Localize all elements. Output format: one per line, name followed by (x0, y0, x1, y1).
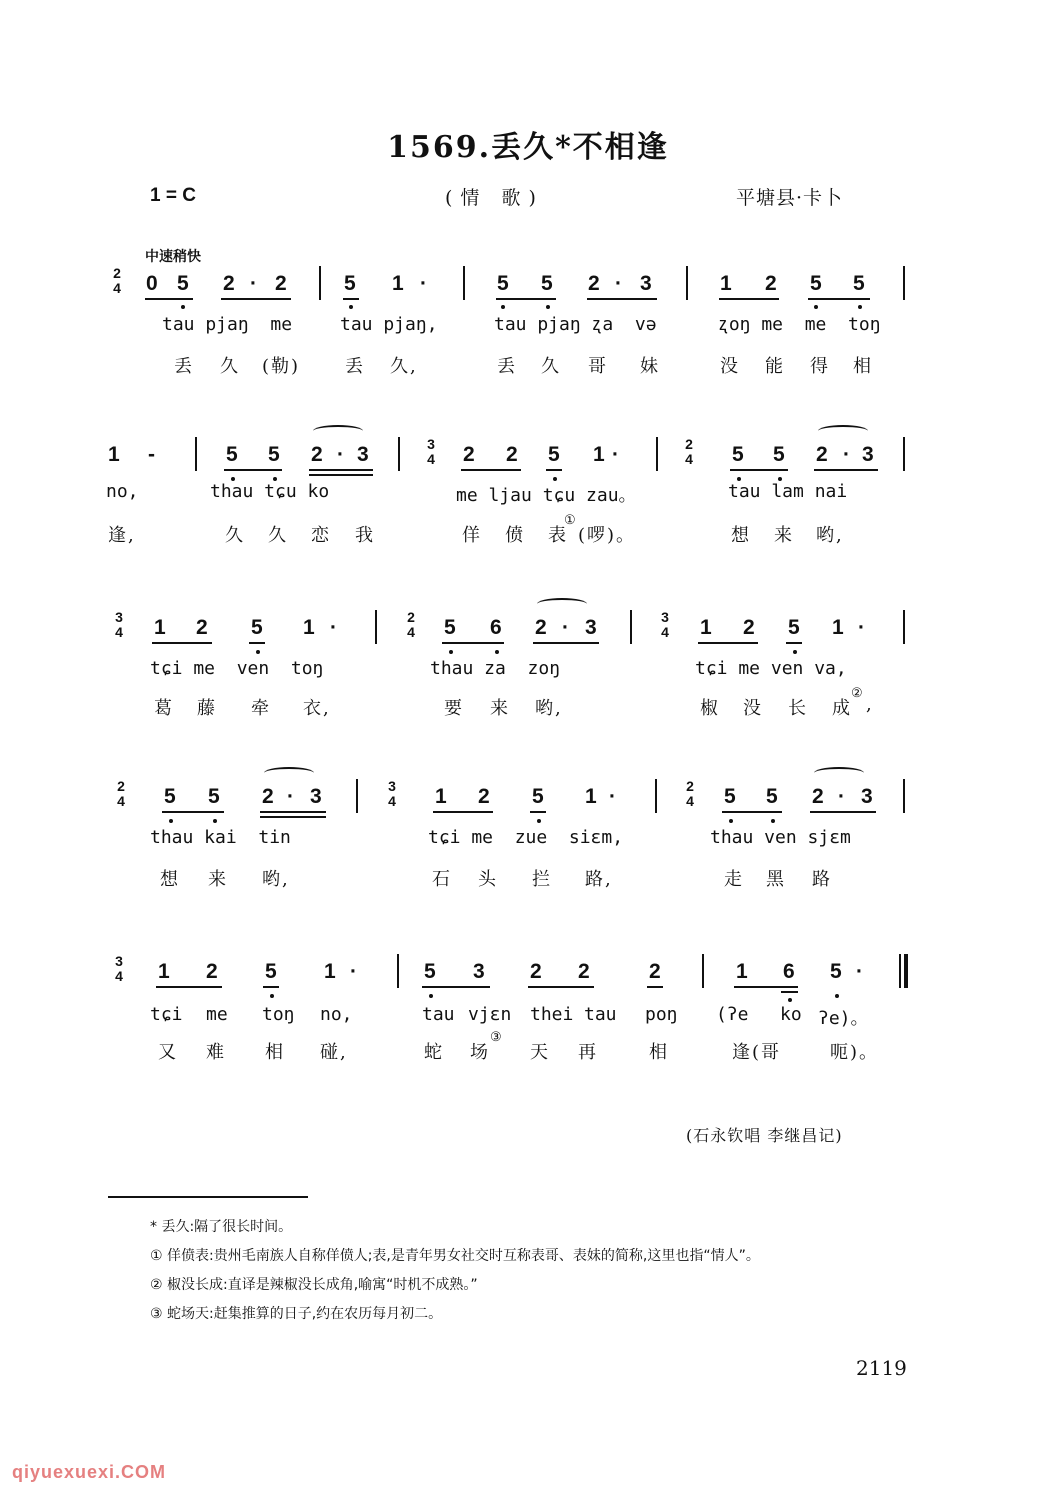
lyric-char: 再 (578, 1042, 598, 1063)
note: 2 (478, 785, 490, 808)
note: 1 (720, 272, 732, 295)
bar-line (356, 779, 358, 813)
notes (0, 960, 1056, 1000)
beam (587, 298, 657, 300)
genre-label: (情 歌) (445, 187, 544, 209)
beam (814, 469, 878, 471)
note: 2 (196, 616, 208, 639)
lyric-char: 头 (478, 869, 498, 890)
note: 5 (810, 272, 822, 295)
note: 2 (743, 616, 755, 639)
note: 3 (861, 785, 873, 808)
tie-slur (814, 767, 864, 779)
note: 2 (812, 785, 824, 808)
ts-bottom: 4 (113, 280, 121, 296)
lyric-char: 碰, (320, 1042, 348, 1063)
lyric-char: 表 (548, 525, 568, 546)
lyric-char: (啰)。 (578, 525, 637, 546)
low-octave-dot (729, 819, 733, 823)
note-dash: - (148, 443, 155, 466)
lyric-char: 久 (541, 356, 561, 377)
notes (0, 785, 1056, 825)
note: 5 (541, 272, 553, 295)
lyric-char: 没 (743, 698, 763, 719)
bar-line (903, 610, 905, 644)
lyric-char: 丢 (497, 356, 517, 377)
note: 2 (578, 960, 590, 983)
ts-top: 3 (115, 953, 123, 969)
beam (546, 469, 562, 471)
low-octave-dot (349, 305, 353, 309)
note: 3 (862, 443, 874, 466)
lyric-char: 佯 (462, 525, 482, 546)
footnote-marker: ① (564, 513, 578, 528)
note: 2 (588, 272, 600, 295)
staff-row-5 (0, 953, 1056, 1070)
notes (0, 443, 1056, 483)
lyric-phrase: ʐoŋ me me toŋ (718, 314, 881, 335)
note: 1 (108, 443, 120, 466)
beam (722, 811, 782, 813)
bar-line (398, 437, 400, 471)
beam (309, 474, 373, 476)
low-octave-dot (429, 994, 433, 998)
ts-top: 2 (113, 265, 121, 281)
lyric-char: 来 (208, 869, 228, 890)
lyric-phrase: thau ven sjɛm (710, 827, 851, 848)
note: 1 (832, 616, 844, 639)
beam (647, 986, 663, 988)
note: 2 (535, 616, 547, 639)
lyric-word: (ʔe (716, 1004, 749, 1025)
note: 1 (324, 960, 336, 983)
beam (152, 642, 212, 644)
lyric-phrase: tau pjaŋ me (162, 314, 293, 335)
ts-top: 2 (685, 436, 693, 452)
beam (730, 469, 788, 471)
note-dot: · (858, 616, 865, 639)
lyric-phrase: tɕi me ven va, (695, 658, 847, 679)
lyric-char: 想 (731, 525, 751, 546)
note: 5 (548, 443, 560, 466)
beam (698, 642, 758, 644)
ts-bottom: 4 (686, 793, 694, 809)
note: 5 (164, 785, 176, 808)
beam (496, 298, 556, 300)
ts-top: 3 (115, 609, 123, 625)
note: 6 (490, 616, 502, 639)
lyric-phrase: thau kai tin (150, 827, 291, 848)
lyric-char: 久 (225, 525, 245, 546)
tempo-marking: 中速稍快 (145, 248, 201, 264)
beam (422, 986, 490, 988)
ts-top: 3 (388, 778, 396, 794)
ts-top: 3 (661, 609, 669, 625)
low-octave-dot (858, 305, 862, 309)
lyric-word: tɕi (150, 1004, 183, 1025)
lyric-phrase: tɕi me ven toŋ (150, 658, 324, 679)
note: 1 (435, 785, 447, 808)
low-octave-dot (270, 994, 274, 998)
tie-slur (313, 425, 363, 437)
lyric-word: thei (530, 1004, 574, 1025)
lyric-char: 哥 (588, 356, 608, 377)
low-octave-dot (793, 650, 797, 654)
lyric-char: 走 (724, 869, 744, 890)
note-dot: · (337, 443, 344, 466)
note: 3 (585, 616, 597, 639)
low-octave-dot (213, 819, 217, 823)
lyric-phrase: tɕi me zue siɛm, (428, 827, 624, 848)
ts-bottom: 4 (427, 451, 435, 467)
beam (260, 811, 326, 813)
tie-slur (818, 425, 868, 437)
lyric-char: 得 (810, 356, 830, 377)
notes (0, 272, 1056, 312)
bar-line (702, 954, 704, 988)
bar-line (375, 610, 377, 644)
lyric-char: 椒 (700, 698, 720, 719)
lyric-word: tau (422, 1004, 455, 1025)
lyric-char: 要 (444, 698, 464, 719)
beam (530, 811, 546, 813)
note: 2 (765, 272, 777, 295)
lyric-phrase: tau pjaŋ ʐa və (494, 314, 657, 335)
lyric-phrase: thau za zoŋ (430, 658, 561, 679)
note: 2 (530, 960, 542, 983)
beam (808, 298, 870, 300)
note: 2 (463, 443, 475, 466)
lyric-char: 成 (832, 698, 852, 719)
lyric-word: vjɛn (468, 1004, 512, 1025)
lyric-char: 又 (158, 1042, 178, 1063)
lyric-phrase: me ljau tɕu zau。 (456, 485, 637, 506)
song-title: 1569.丢久*不相逢 (387, 130, 669, 165)
note-dot: · (615, 272, 622, 295)
note: 2 (206, 960, 218, 983)
final-bar-line-thick (904, 954, 908, 988)
lyric-phrase: tau lam nai (728, 481, 848, 502)
credit-line: (石永钦唱 李继昌记) (686, 1126, 843, 1145)
lyric-word: me (206, 1004, 228, 1025)
lyric-char: 蛇 (424, 1042, 444, 1063)
lyric-char: 哟, (816, 525, 844, 546)
page-number: 2119 (856, 1356, 907, 1380)
staff-row-2 (0, 436, 1056, 553)
lyric-char: 相 (853, 356, 873, 377)
note: 5 (177, 272, 189, 295)
note: 1 (158, 960, 170, 983)
lyric-char: 来 (490, 698, 510, 719)
bar-line (686, 266, 688, 300)
beam (249, 642, 265, 644)
lyric-char: 久 (268, 525, 288, 546)
beam (810, 811, 876, 813)
ts-top: 2 (407, 609, 415, 625)
note: 5 (532, 785, 544, 808)
lyric-char: 来 (774, 525, 794, 546)
bar-line (655, 779, 657, 813)
beam (309, 469, 373, 471)
lyric-char: 哟, (535, 698, 563, 719)
note-dot: · (856, 960, 863, 983)
bar-line (656, 437, 658, 471)
note: 5 (251, 616, 263, 639)
note: 1 (593, 443, 605, 466)
staff-row-1 (0, 265, 1056, 382)
final-bar-line (899, 954, 901, 988)
note: 2 (223, 272, 235, 295)
bar-line (195, 437, 197, 471)
tie-slur (537, 598, 587, 610)
note: 5 (424, 960, 436, 983)
low-octave-dot (537, 819, 541, 823)
lyric-char: 想 (160, 869, 180, 890)
lyric-word: toŋ (262, 1004, 295, 1025)
note: 3 (310, 785, 322, 808)
beam (433, 811, 493, 813)
lyric-char: , (866, 694, 874, 715)
ts-top: 3 (427, 436, 435, 452)
note-dot: · (562, 616, 569, 639)
lyric-char: 呃)。 (830, 1042, 880, 1063)
bar-line (903, 266, 905, 300)
lyric-char: 逢, (108, 525, 136, 546)
footnote-marker: ② (851, 686, 865, 701)
beam (162, 811, 224, 813)
lyric-char: 哟, (262, 869, 290, 890)
note: 1 (303, 616, 315, 639)
beam (528, 986, 594, 988)
note: 1 (585, 785, 597, 808)
beam (719, 298, 779, 300)
lyric-char: 天 (530, 1042, 550, 1063)
note-dot: · (838, 785, 845, 808)
lyric-char: 长 (788, 698, 808, 719)
note: 3 (473, 960, 485, 983)
lyric-phrase: tau pjaŋ, (340, 314, 438, 335)
low-octave-dot (835, 994, 839, 998)
beam (533, 642, 599, 644)
note: 1 (700, 616, 712, 639)
low-octave-dot (256, 650, 260, 654)
beam (145, 298, 193, 300)
lyric-char: 拦 (532, 869, 552, 890)
note: 5 (773, 443, 785, 466)
beam (156, 986, 222, 988)
ts-bottom: 4 (661, 624, 669, 640)
note: 1 (154, 616, 166, 639)
note: 5 (497, 272, 509, 295)
low-octave-dot (771, 819, 775, 823)
lyric-char: 丢 (174, 356, 194, 377)
lyric-char: 相 (265, 1042, 285, 1063)
note: 5 (853, 272, 865, 295)
low-octave-dot (449, 650, 453, 654)
note-dot: · (250, 272, 257, 295)
footnote-divider (108, 1196, 308, 1198)
lyric-char: 场 (470, 1042, 490, 1063)
note: 3 (357, 443, 369, 466)
low-octave-dot (169, 819, 173, 823)
ts-bottom: 4 (115, 968, 123, 984)
note: 3 (640, 272, 652, 295)
lyric-char: 久 (220, 356, 240, 377)
low-octave-dot (181, 305, 185, 309)
ts-bottom: 4 (117, 793, 125, 809)
footnote-3: ② 椒没长成:直译是辣椒没长成角,喻寓“时机不成熟。” (150, 1277, 478, 1293)
lyric-word: poŋ (645, 1004, 678, 1025)
footnote-marker: ③ (490, 1030, 504, 1045)
lyric-word: no, (320, 1004, 353, 1025)
note: 5 (268, 443, 280, 466)
low-octave-dot (495, 650, 499, 654)
tie-slur (264, 767, 314, 779)
note-dot: · (420, 272, 427, 295)
lyric-char: 逢(哥 (732, 1042, 782, 1063)
ts-bottom: 4 (407, 624, 415, 640)
lyric-char: 难 (206, 1042, 226, 1063)
ts-bottom: 4 (685, 451, 693, 467)
note: 2 (275, 272, 287, 295)
watermark: qiyuexuexi.COM (12, 1462, 167, 1482)
note: 2 (506, 443, 518, 466)
lyric-char: 葛 (154, 698, 174, 719)
footnote-2: ① 佯偾表:贵州毛南族人自称佯偾人;表,是青年男女社交时互称表哥、表妹的简称,这里也指“情人”。 (150, 1248, 760, 1264)
beam (781, 991, 798, 993)
origin-label: 平塘县·卡卜 (736, 187, 844, 209)
note-dot: · (612, 443, 619, 466)
beam (461, 469, 521, 471)
lyric-char: 石 (432, 869, 452, 890)
note: 5 (830, 960, 842, 983)
note-dot: · (287, 785, 294, 808)
lyric-word: tau (584, 1004, 617, 1025)
note: 1 (736, 960, 748, 983)
bar-line (903, 779, 905, 813)
lyric-char: 路, (585, 869, 613, 890)
staff-row-4 (0, 778, 1056, 895)
lyric-phrase: no, (106, 481, 139, 502)
lyric-char: 丢 (345, 356, 365, 377)
key-signature: 1 = C (150, 185, 196, 206)
bar-line (319, 266, 321, 300)
lyric-char: 久, (390, 356, 418, 377)
note: 2 (816, 443, 828, 466)
lyric-word: ko (780, 1004, 802, 1025)
lyric-char: 路 (812, 869, 832, 890)
note-dot: · (609, 785, 616, 808)
beam (734, 986, 798, 988)
note: 1 (392, 272, 404, 295)
note-dot: · (843, 443, 850, 466)
note: 5 (208, 785, 220, 808)
staff-row-3 (0, 609, 1056, 726)
note-dot: · (350, 960, 357, 983)
bar-line (397, 954, 399, 988)
low-octave-dot (501, 305, 505, 309)
footnote-1: * 丢久:隔了很长时间。 (150, 1219, 293, 1235)
note: 5 (444, 616, 456, 639)
note: 5 (724, 785, 736, 808)
lyric-word: ʔe)。 (818, 1008, 869, 1029)
lyric-char: 牵 (251, 698, 271, 719)
lyric-char: 黑 (766, 869, 786, 890)
note-dot: · (330, 616, 337, 639)
lyric-char: 没 (720, 356, 740, 377)
bar-line (903, 437, 905, 471)
beam (263, 986, 279, 988)
lyric-char: 妹 (640, 356, 660, 377)
lyric-char: 衣, (303, 698, 331, 719)
ts-bottom: 4 (115, 624, 123, 640)
ts-top: 2 (686, 778, 694, 794)
lyric-char: 偾 (505, 525, 525, 546)
footnote-4: ③ 蛇场天:赶集推算的日子,约在农历每月初二。 (150, 1306, 443, 1322)
beam (442, 642, 504, 644)
notes (0, 616, 1056, 656)
bar-line (463, 266, 465, 300)
lyric-phrase: thau tɕu ko (210, 481, 330, 502)
beam (260, 816, 326, 818)
note: 5 (226, 443, 238, 466)
beam (224, 469, 282, 471)
lyric-char: 恋 (311, 525, 331, 546)
note: 2 (311, 443, 323, 466)
note: 2 (649, 960, 661, 983)
lyric-char: 藤 (197, 698, 217, 719)
note: 5 (265, 960, 277, 983)
note: 5 (788, 616, 800, 639)
beam (343, 298, 359, 300)
low-octave-dot (814, 305, 818, 309)
bar-line (630, 610, 632, 644)
low-octave-dot (546, 305, 550, 309)
lyric-char: 我 (355, 525, 375, 546)
note: 6 (783, 960, 795, 983)
note: 5 (732, 443, 744, 466)
note: 0 (146, 272, 158, 295)
lyric-char: 能 (765, 356, 785, 377)
ts-bottom: 4 (388, 793, 396, 809)
ts-top: 2 (117, 778, 125, 794)
note: 5 (344, 272, 356, 295)
note: 2 (262, 785, 274, 808)
lyric-char: 相 (649, 1042, 669, 1063)
lyric-char: (勒) (262, 356, 301, 377)
beam (221, 298, 291, 300)
note: 5 (766, 785, 778, 808)
low-octave-dot (788, 998, 792, 1002)
beam (786, 642, 802, 644)
